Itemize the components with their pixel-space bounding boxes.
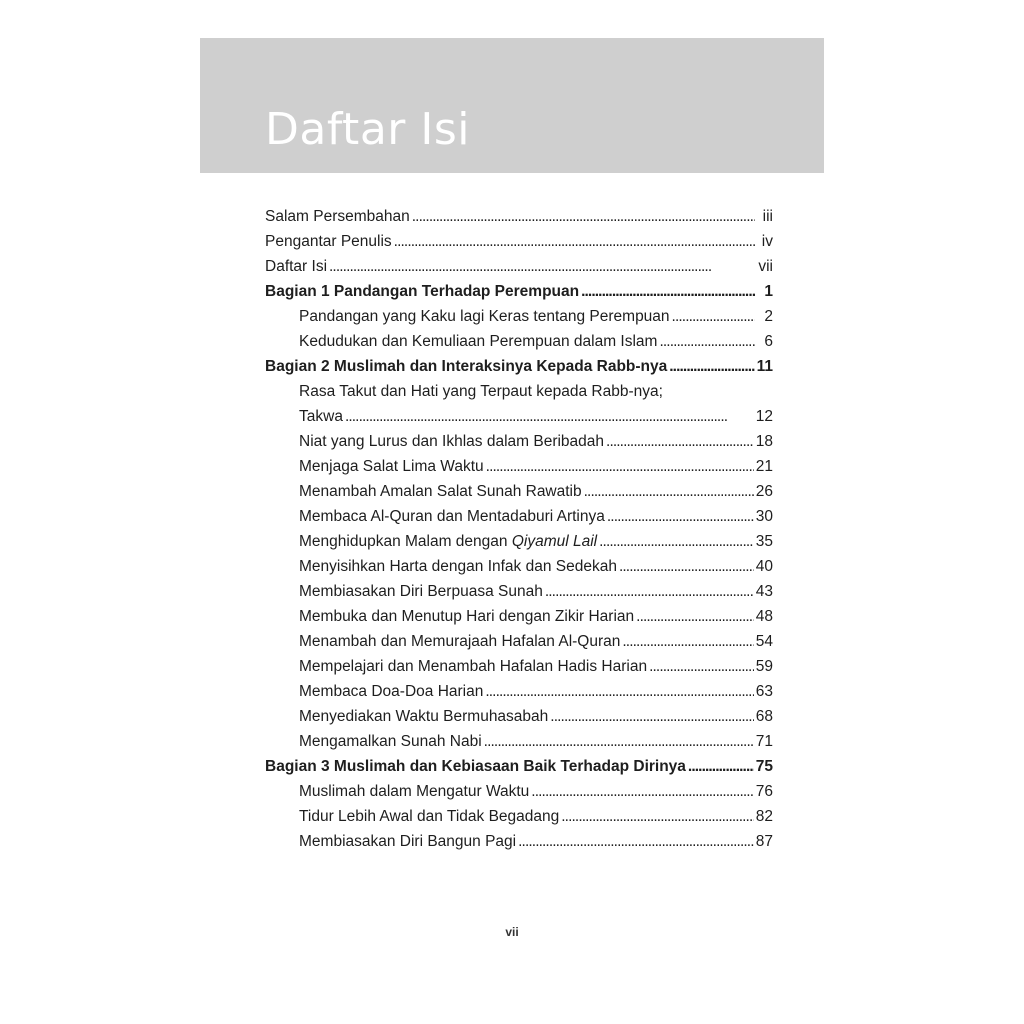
- toc-entry-label: [299, 454, 484, 479]
- dot-leader: [622, 629, 753, 654]
- dot-leader: [484, 729, 754, 754]
- dot-leader: [329, 254, 755, 279]
- toc-entry-label: [299, 504, 605, 529]
- toc-entry-label-text: Membaca Doa-Doa Harian: [299, 683, 484, 700]
- toc-page-number: iv: [761, 233, 773, 250]
- toc-entry-label-text: Kedudukan dan Kemuliaan Perempuan dalam Islam: [299, 333, 658, 350]
- toc-entry: [265, 629, 773, 654]
- toc-entry-label: [299, 429, 604, 454]
- toc-entry: [265, 329, 773, 354]
- toc-entry: [265, 529, 773, 554]
- toc-entry-label-text: Membiasakan Diri Berpuasa Sunah: [299, 583, 543, 600]
- toc-entry: [265, 379, 773, 404]
- toc-entry-label-text: Takwa: [299, 408, 343, 425]
- toc-entry-label: [265, 254, 327, 279]
- toc-page-number: 68: [755, 708, 773, 725]
- toc-entry-label-text: Daftar Isi: [265, 258, 328, 275]
- toc-page-number: 54: [755, 633, 773, 650]
- toc-entry: [265, 779, 773, 804]
- toc-page-number: 35: [755, 533, 773, 550]
- toc-entry: [265, 454, 773, 479]
- toc-entry: [265, 254, 773, 279]
- dot-leader: [636, 604, 754, 629]
- dot-leader: [672, 304, 755, 329]
- dot-leader: [581, 279, 755, 304]
- toc-entry-label: [299, 729, 482, 754]
- toc-entry-label-text: Bagian 2 Muslimah dan Interaksinya Kepada Rabb-nya: [265, 358, 668, 375]
- toc-entry-label: [299, 629, 620, 654]
- toc-page-number: 21: [755, 458, 773, 475]
- dot-leader: [394, 229, 755, 254]
- table-of-contents: [265, 204, 773, 854]
- toc-entry: [265, 729, 773, 754]
- dot-leader: [619, 554, 754, 579]
- toc-entry: [265, 229, 773, 254]
- toc-entry-label: [299, 329, 657, 354]
- toc-entry-label-text: Menambah Amalan Salat Sunah Rawatib: [299, 483, 582, 500]
- toc-page-number: 59: [755, 658, 773, 675]
- toc-page-number: 40: [755, 558, 773, 575]
- toc-entry-label-text: Bagian 1 Pandangan Terhadap Perempuan: [265, 283, 580, 300]
- toc-entry: [265, 304, 773, 329]
- toc-page-number: 18: [755, 433, 773, 450]
- toc-entry-label: [265, 229, 392, 254]
- toc-entry-label-text: Mempelajari dan Menambah Hafalan Hadis Harian: [299, 658, 648, 675]
- toc-entry: [265, 479, 773, 504]
- toc-entry-label-text: Mengamalkan Sunah Nabi: [299, 733, 482, 750]
- toc-entry: [265, 204, 773, 229]
- toc-entry-label-text: Menyediakan Waktu Bermuhasabah: [299, 708, 549, 725]
- toc-entry-label: [299, 804, 559, 829]
- toc-entry: [265, 604, 773, 629]
- page-title: Daftar Isi: [265, 104, 470, 155]
- toc-page-number: 6: [764, 333, 773, 350]
- dot-leader: [561, 804, 754, 829]
- toc-entry-label: [299, 654, 647, 679]
- dot-leader: [550, 704, 753, 729]
- toc-entry-label: [265, 279, 579, 304]
- toc-entry: [265, 829, 773, 854]
- toc-page-number: vii: [758, 258, 773, 275]
- toc-entry: [265, 429, 773, 454]
- dot-leader: [584, 479, 754, 504]
- toc-entry: [265, 404, 773, 429]
- toc-page-number: 63: [755, 683, 773, 700]
- dot-leader: [659, 329, 755, 354]
- toc-page-number: 12: [755, 408, 773, 425]
- dot-leader: [345, 404, 754, 429]
- dot-leader: [607, 504, 754, 529]
- toc-entry-label-text: Menghidupkan Malam dengan: [299, 533, 512, 550]
- toc-entry: [265, 704, 773, 729]
- dot-leader: [599, 529, 754, 554]
- header-band: [200, 38, 824, 173]
- toc-part-heading: [265, 279, 773, 304]
- toc-entry: [265, 654, 773, 679]
- toc-entry: [265, 579, 773, 604]
- dot-leader: [485, 679, 753, 704]
- toc-entry-label-text: Muslimah dalam Mengatur Waktu: [299, 783, 530, 800]
- toc-entry-label-text: Menyisihkan Harta dengan Infak dan Sedekah: [299, 558, 617, 575]
- dot-leader: [545, 579, 754, 604]
- toc-entry-label: [299, 579, 543, 604]
- toc-entry-label: [299, 679, 483, 704]
- toc-entry-label: [299, 604, 634, 629]
- toc-entry: [265, 504, 773, 529]
- dot-leader: [606, 429, 754, 454]
- toc-page-number: 26: [755, 483, 773, 500]
- toc-entry-label: [265, 354, 667, 379]
- toc-entry-label-text: Membiasakan Diri Bangun Pagi: [299, 833, 517, 850]
- toc-page-number: 1: [764, 283, 773, 300]
- toc-entry: [265, 804, 773, 829]
- toc-part-heading: [265, 354, 773, 379]
- dot-leader: [688, 754, 754, 779]
- dot-leader: [412, 204, 755, 229]
- toc-entry-label: [265, 204, 410, 229]
- toc-entry-label-text: Bagian 3 Muslimah dan Kebiasaan Baik Terhadap Dirinya: [265, 758, 686, 775]
- toc-entry-label-text: Pengantar Penulis: [265, 233, 392, 250]
- toc-page-number: 48: [755, 608, 773, 625]
- toc-entry: [265, 679, 773, 704]
- toc-page-number: 11: [756, 358, 773, 375]
- dot-leader: [531, 779, 753, 804]
- toc-entry-label: [299, 404, 343, 429]
- toc-entry-label-text: Salam Persembahan: [265, 208, 410, 225]
- toc-entry-label-italic: Qiyamul Lail: [511, 533, 598, 550]
- toc-entry-label-text: Menjaga Salat Lima Waktu: [299, 458, 484, 475]
- toc-entry-label: [299, 304, 670, 329]
- toc-page-number: 43: [755, 583, 773, 600]
- toc-entry-label-text: Pandangan yang Kaku lagi Keras tentang Perempuan: [299, 308, 670, 325]
- toc-entry-label: [299, 779, 529, 804]
- toc-entry-label-text: Tidur Lebih Awal dan Tidak Begadang: [299, 808, 560, 825]
- dot-leader: [518, 829, 754, 854]
- toc-page-number: 82: [755, 808, 773, 825]
- toc-entry-label: [299, 379, 663, 404]
- toc-entry-label: [299, 704, 548, 729]
- toc-page-number: iii: [762, 208, 773, 225]
- toc-entry-label-text: Membaca Al-Quran dan Mentadaburi Artinya: [299, 508, 605, 525]
- toc-entry-label-text: Menambah dan Memurajaah Hafalan Al-Quran: [299, 633, 621, 650]
- page-number: vii: [505, 925, 519, 939]
- dot-leader: [669, 354, 754, 379]
- toc-entry-label-text: Niat yang Lurus dan Ikhlas dalam Beribadah: [299, 433, 605, 450]
- toc-entry-label: [299, 529, 597, 554]
- dot-leader: [486, 454, 754, 479]
- toc-page-number: 76: [755, 783, 773, 800]
- toc-entry: [265, 554, 773, 579]
- toc-page-number: 71: [755, 733, 773, 750]
- toc-entry-label-text: Membuka dan Menutup Hari dengan Zikir Harian: [299, 608, 635, 625]
- toc-page-number: 30: [755, 508, 773, 525]
- toc-page-number: 87: [755, 833, 773, 850]
- toc-page-number: 75: [755, 758, 773, 775]
- toc-part-heading: [265, 754, 773, 779]
- toc-entry-label: [299, 554, 617, 579]
- toc-entry-label: [299, 479, 582, 504]
- toc-page-number: 2: [764, 308, 773, 325]
- toc-entry-label: [265, 754, 686, 779]
- toc-entry-label-text: Rasa Takut dan Hati yang Terpaut kepada Rabb-nya;: [299, 383, 663, 400]
- dot-leader: [649, 654, 754, 679]
- toc-entry-label: [299, 829, 516, 854]
